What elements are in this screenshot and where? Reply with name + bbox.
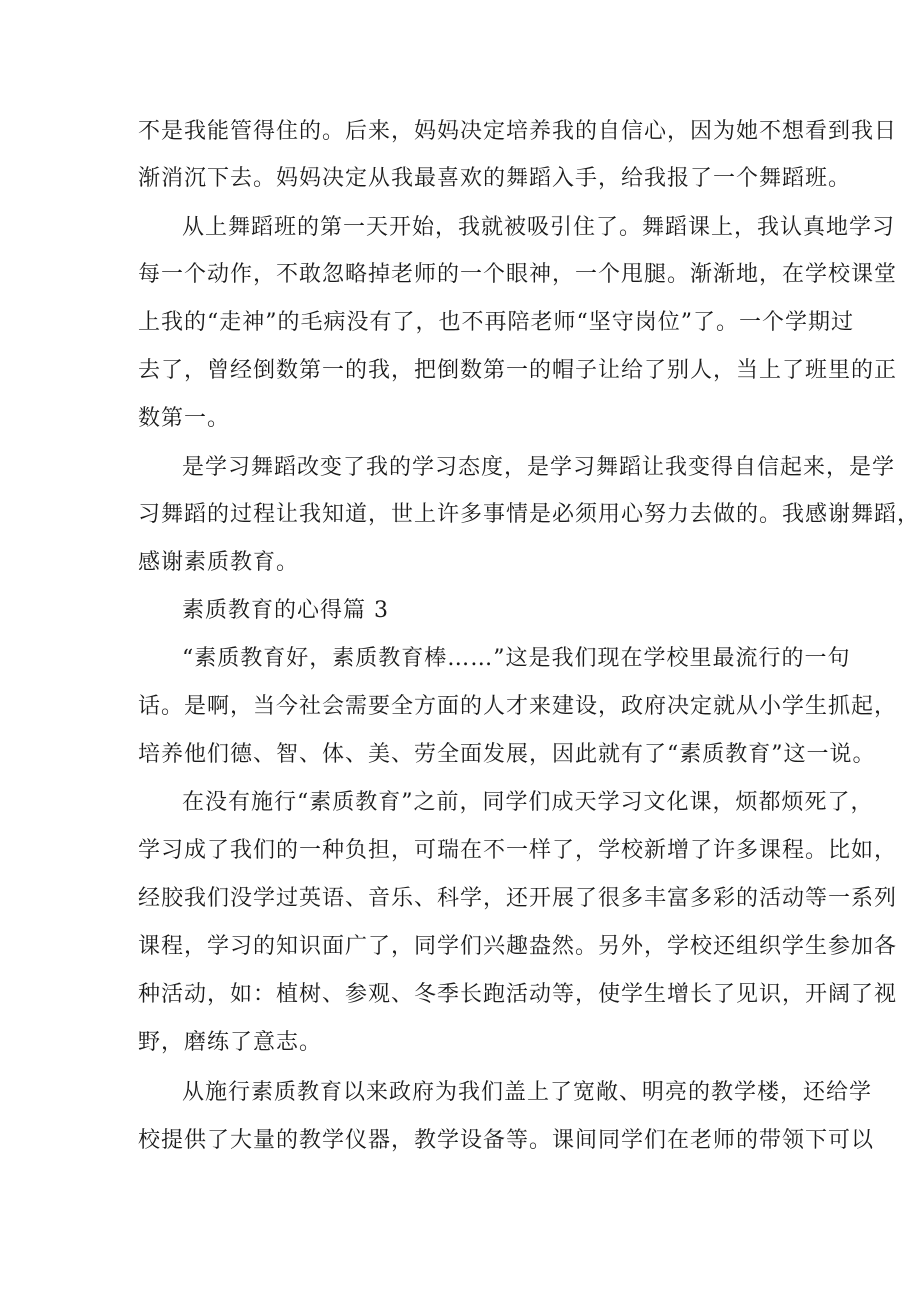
paragraph-first-line: 是学习舞蹈改变了我的学习态度，是学习舞蹈让我变得自信起来，是学 <box>182 455 896 480</box>
paragraph-first-line: 从施行素质教育以来政府为我们盖上了宽敞、明亮的教学楼，还给学 <box>182 1080 873 1105</box>
text-line: 野，磨练了意志。 <box>138 1030 323 1055</box>
text-line: 学习成了我们的一种负担，可瑞在不一样了，学校新增了许多课程。比如， <box>138 838 898 863</box>
text-line: 感谢素质教育。 <box>138 550 300 575</box>
section-heading: 素质教育的心得篇 3 <box>182 598 389 623</box>
paragraph-first-line: 从上舞蹈班的第一天开始，我就被吸引住了。舞蹈课上，我认真地学习 <box>182 215 896 240</box>
text-line: 上我的“走神”的毛病没有了，也不再陪老师“坚守岗位”了。一个学期过 <box>138 310 854 335</box>
text-line: 培养他们德、智、体、美、劳全面发展，因此就有了“素质教育”这一说。 <box>138 742 876 767</box>
text-line: 习舞蹈的过程让我知道，世上许多事情是必须用心努力去做的。我感谢舞蹈， <box>138 502 920 527</box>
text-line: 课程，学习的知识面广了，同学们兴趣盎然。另外，学校还组织学生参加各 <box>138 934 898 959</box>
text-line: 渐消沉下去。妈妈决定从我最喜欢的舞蹈入手，给我报了一个舞蹈班。 <box>138 166 852 191</box>
paragraph-first-line: 在没有施行“素质教育”之前，同学们成天学习文化课，烦都烦死了， <box>182 790 874 815</box>
text-line: 种活动，如：植树、参观、冬季长跑活动等，使学生增长了见识，开阔了视 <box>138 982 898 1007</box>
paragraph-first-line: “素质教育好，素质教育棒……”这是我们现在学校里最流行的一句 <box>182 646 851 671</box>
text-line: 话。是啊，当今社会需要全方面的人才来建设，政府决定就从小学生抓起， <box>138 694 898 719</box>
text-line: 经胶我们没学过英语、音乐、科学，还开展了很多丰富多彩的活动等一系列 <box>138 886 898 911</box>
text-line: 数第一。 <box>138 406 231 431</box>
text-line: 每一个动作，不敢忽略掉老师的一个眼神，一个甩腿。渐渐地，在学校课堂 <box>138 262 898 287</box>
text-line: 去了，曾经倒数第一的我，把倒数第一的帽子让给了别人，当上了班里的正 <box>138 358 898 383</box>
text-line: 不是我能管得住的。后来，妈妈决定培养我的自信心，因为她不想看到我日 <box>138 119 898 144</box>
text-line: 校提供了大量的教学仪器，教学设备等。课间同学们在老师的带领下可以 <box>138 1128 875 1153</box>
